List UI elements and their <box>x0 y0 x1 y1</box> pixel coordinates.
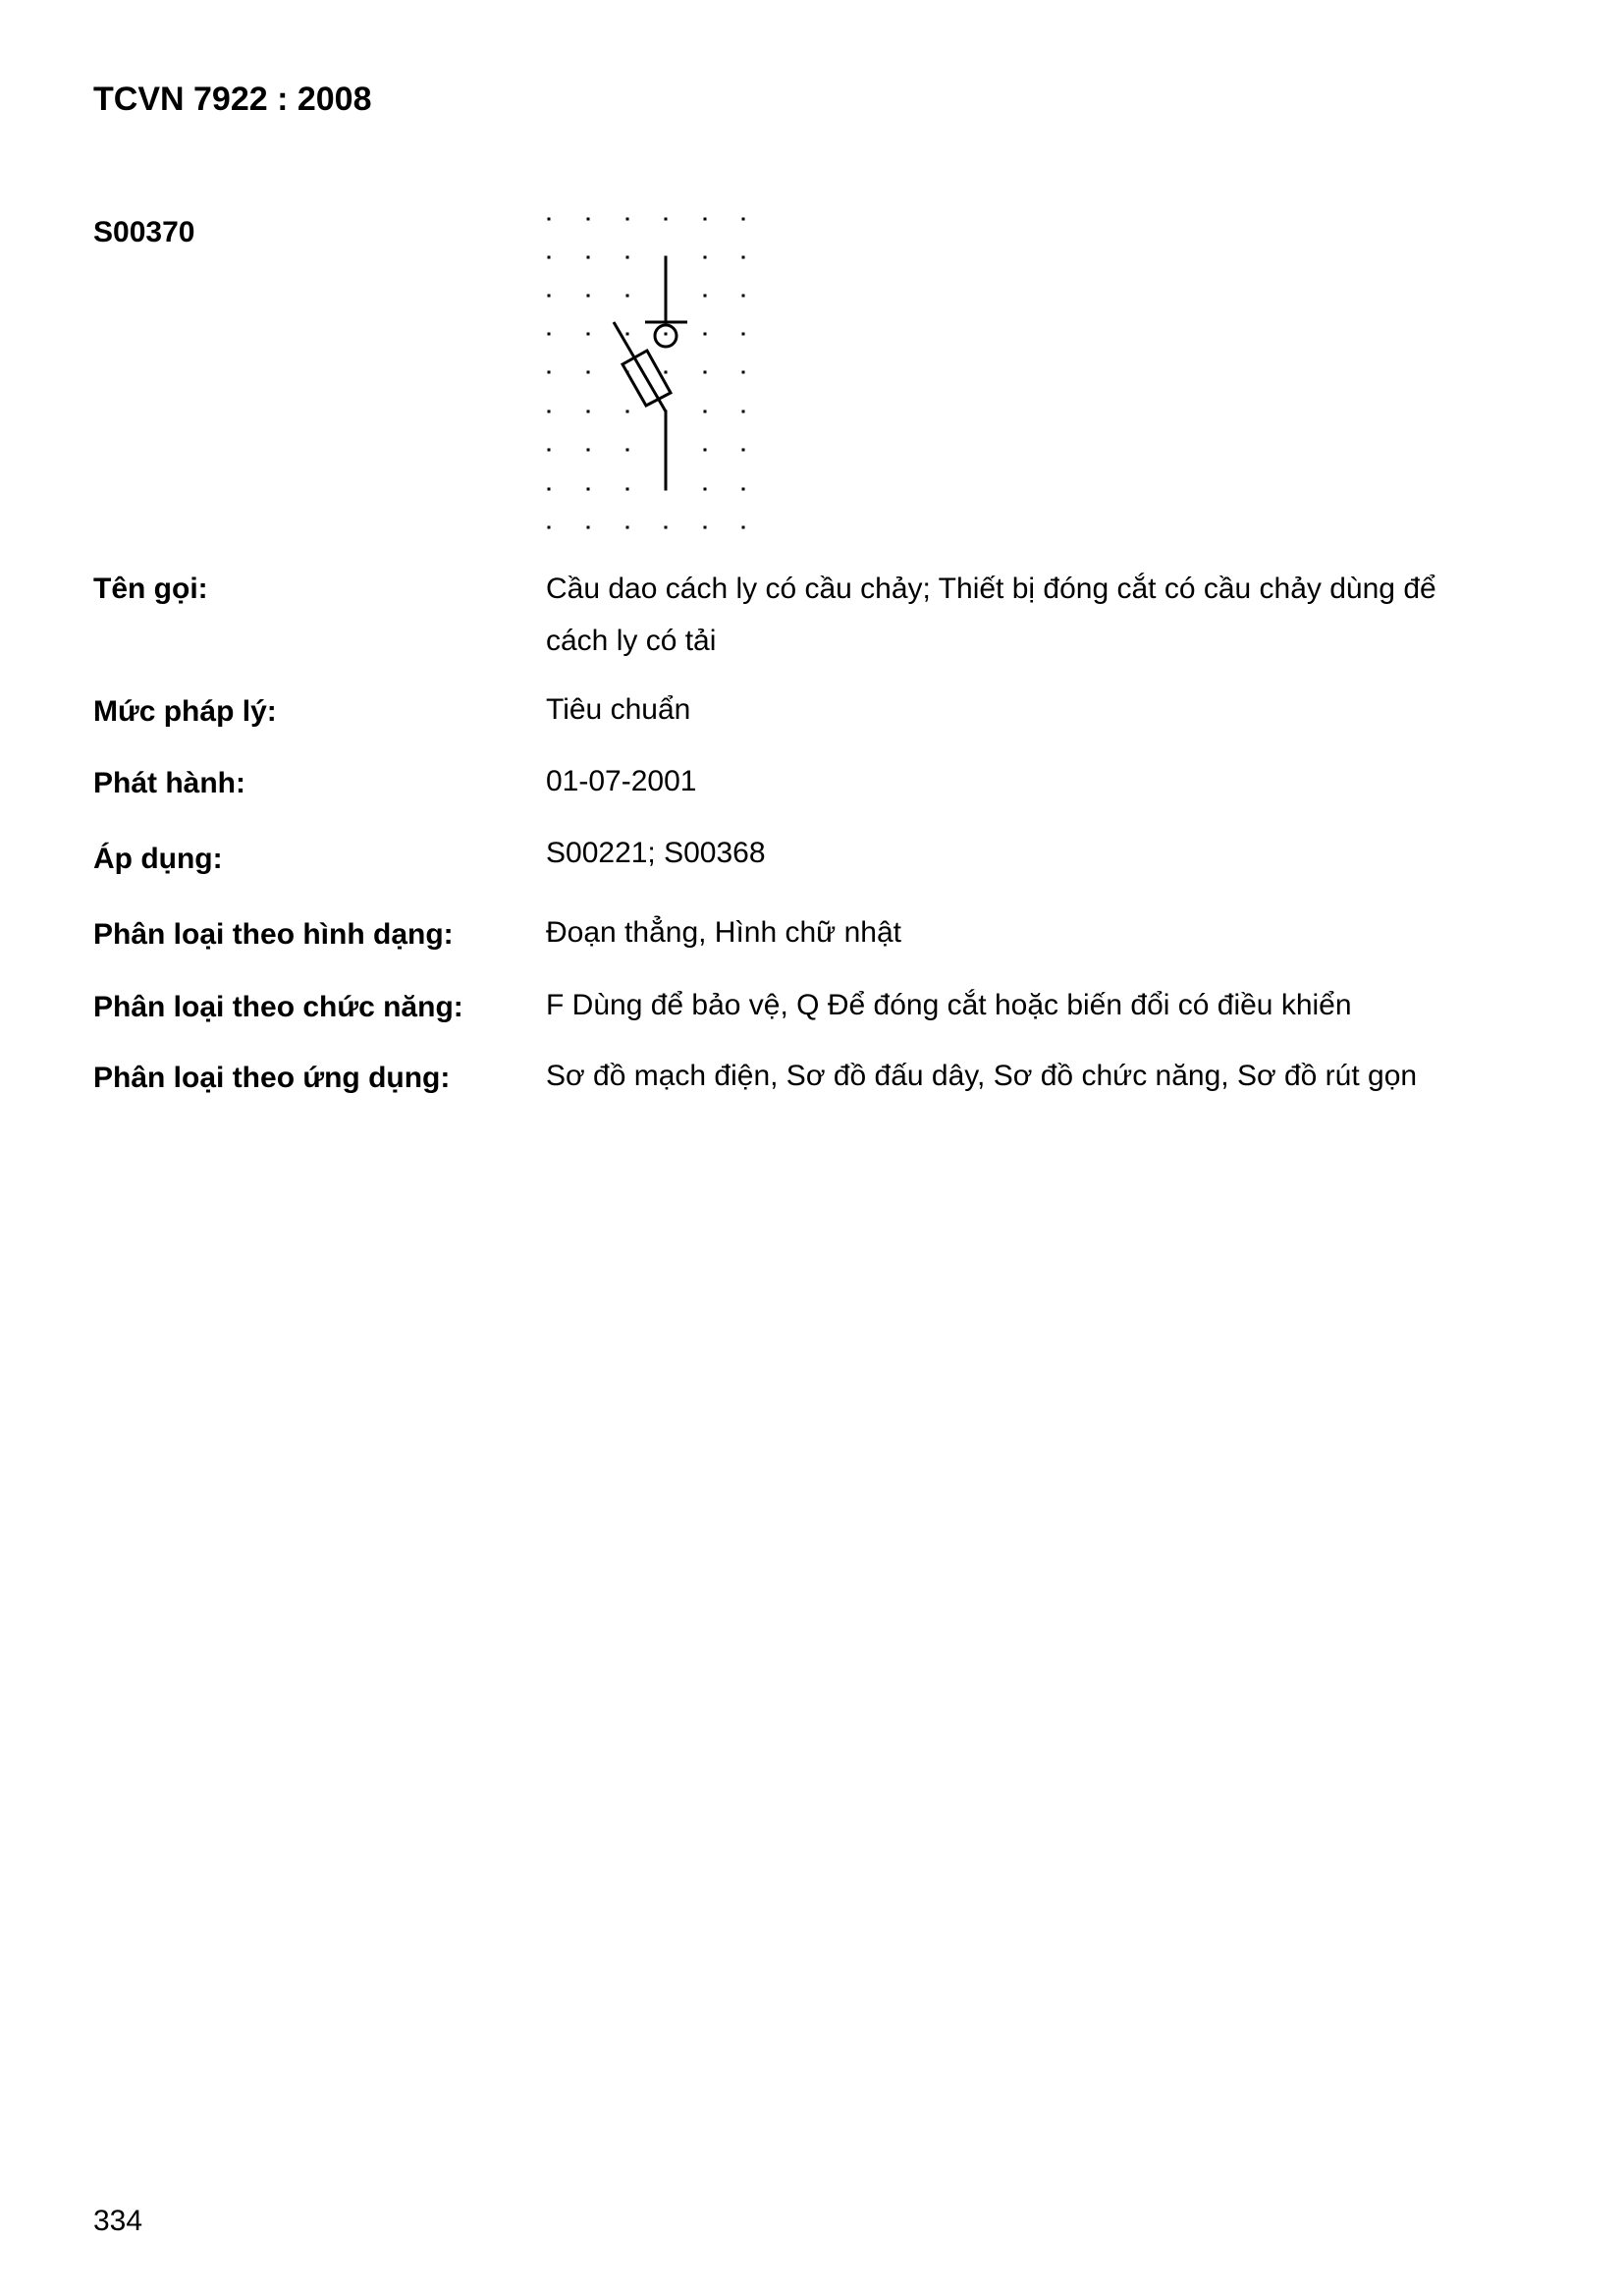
grid-dot <box>704 488 707 491</box>
field-value-name-line2: cách ly có tải <box>546 625 717 657</box>
grid-dot <box>626 449 629 452</box>
grid-dot <box>665 333 668 336</box>
grid-dot <box>665 218 668 221</box>
field-label-application-class: Phân loại theo ứng dụng: <box>93 1062 451 1094</box>
grid-dot <box>587 526 590 529</box>
dot-grid <box>548 218 745 529</box>
grid-dot <box>704 218 707 221</box>
page-number: 334 <box>93 2205 143 2237</box>
symbol-drawing <box>614 257 687 489</box>
grid-dot <box>742 333 745 336</box>
field-label-name: Tên gọi: <box>93 573 208 605</box>
grid-dot <box>548 488 551 491</box>
symbol-code: S00370 <box>93 216 195 248</box>
grid-dot <box>587 488 590 491</box>
grid-dot <box>742 449 745 452</box>
field-label-shape-class: Phân loại theo hình dạng: <box>93 918 454 951</box>
grid-dot <box>704 256 707 259</box>
grid-dot <box>548 526 551 529</box>
field-label-applies: Áp dụng: <box>93 843 223 875</box>
contact-circle <box>655 325 677 347</box>
field-value-legal-level: Tiêu chuẩn <box>546 693 691 726</box>
grid-dot <box>665 371 668 374</box>
grid-dot <box>626 488 629 491</box>
grid-dot <box>742 256 745 259</box>
grid-dot <box>742 410 745 413</box>
grid-dot <box>587 295 590 298</box>
grid-dot <box>742 488 745 491</box>
grid-dot <box>626 526 629 529</box>
grid-dot <box>704 449 707 452</box>
field-label-issued: Phát hành: <box>93 767 245 799</box>
grid-dot <box>742 371 745 374</box>
grid-dot <box>704 333 707 336</box>
document-header: TCVN 7922 : 2008 <box>93 81 372 118</box>
grid-dot <box>548 218 551 221</box>
field-value-shape-class: Đoạn thẳng, Hình chữ nhật <box>546 916 901 949</box>
field-label-legal-level: Mức pháp lý: <box>93 695 277 728</box>
grid-dot <box>587 333 590 336</box>
grid-dot <box>704 371 707 374</box>
grid-dot <box>626 218 629 221</box>
grid-dot <box>548 256 551 259</box>
grid-dot <box>704 410 707 413</box>
fuse-switch-disconnector-icon <box>530 196 766 540</box>
grid-dot <box>548 295 551 298</box>
grid-dot <box>548 333 551 336</box>
grid-dot <box>626 295 629 298</box>
grid-dot <box>665 526 668 529</box>
grid-dot <box>587 218 590 221</box>
field-value-application-class: Sơ đồ mạch điện, Sơ đồ đấu dây, Sơ đồ chức năng, Sơ đồ rút gọn <box>546 1060 1418 1092</box>
grid-dot <box>742 218 745 221</box>
grid-dot <box>626 410 629 413</box>
grid-dot <box>626 256 629 259</box>
field-value-function-class: F Dùng để bảo vệ, Q Để đóng cắt hoặc biến đổi có điều khiển <box>546 989 1352 1021</box>
grid-dot <box>587 371 590 374</box>
grid-dot <box>626 333 629 336</box>
field-value-issued: 01-07-2001 <box>546 765 697 797</box>
grid-dot <box>704 295 707 298</box>
grid-dot <box>548 410 551 413</box>
grid-dot <box>548 371 551 374</box>
grid-dot <box>742 526 745 529</box>
grid-dot <box>587 449 590 452</box>
grid-dot <box>742 295 745 298</box>
grid-dot <box>587 256 590 259</box>
field-value-name-line1: Cầu dao cách ly có cầu chảy; Thiết bị đóng cắt có cầu chảy dùng để <box>546 573 1436 605</box>
grid-dot <box>587 410 590 413</box>
grid-dot <box>704 526 707 529</box>
grid-dot <box>548 449 551 452</box>
field-value-applies: S00221; S00368 <box>546 837 766 869</box>
field-label-function-class: Phân loại theo chức năng: <box>93 991 463 1023</box>
